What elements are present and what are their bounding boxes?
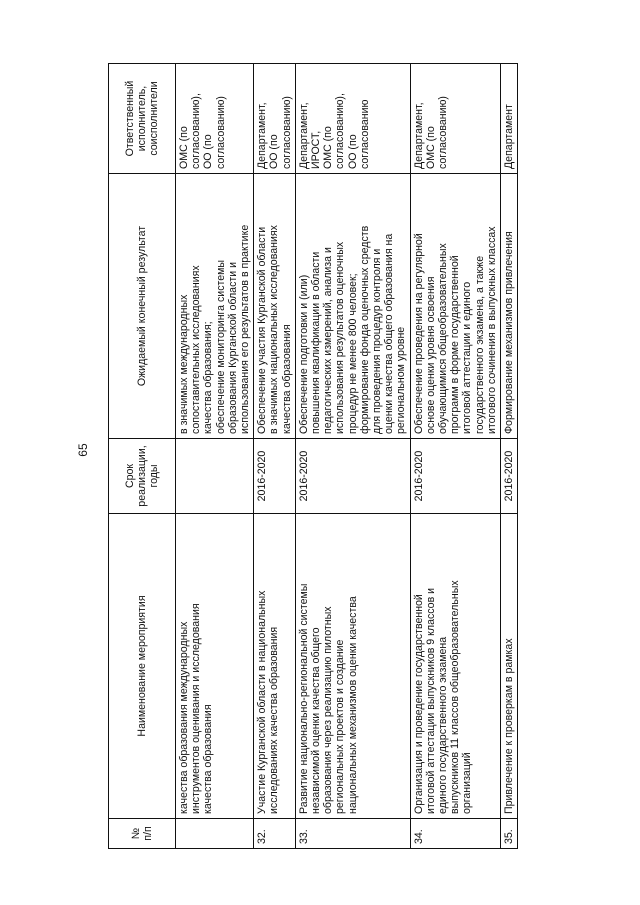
activity-name: Организация и проведение государственной итоговой аттестации выпускников 9 классов и единого государственного экзамена выпускников 11 классов общеобразовательных организаций xyxy=(410,514,500,819)
header-term: Срок реализации, годы xyxy=(109,439,176,514)
header-responsible: Ответственный исполнитель, соисполнители xyxy=(109,64,176,174)
expected-result: в значимых международных сопоставительных исследованиях качества образования; обеспечение мониторинга системы образования Курганской области и использования его результатов в практике xyxy=(176,174,254,439)
table-row xyxy=(295,64,410,849)
header-num: № п/п xyxy=(109,819,176,849)
expected-result: Обеспечение участия Курганской области в значимых национальных исследованиях качества образования xyxy=(254,174,296,439)
header-name: Наименование мероприятия xyxy=(109,514,176,819)
row-number xyxy=(176,819,254,849)
page-number: 65 xyxy=(76,443,90,457)
implementation-period: 2016-2020 xyxy=(410,439,500,514)
rotated-page-content xyxy=(108,64,584,849)
activity-name: Привлечение к проверкам в рамках xyxy=(501,514,518,819)
responsible-executor: Департамент, ОМС (по согласованию) xyxy=(410,64,500,174)
responsible-executor: ОМС (по согласованию), ОО (по согласованию) xyxy=(176,64,254,174)
responsible-executor: Департамент, ОО (по согласованию) xyxy=(254,64,296,174)
table-row xyxy=(254,64,296,849)
expected-result: Формирование механизмов привлечения xyxy=(501,174,518,439)
row-number: 32. xyxy=(254,819,296,849)
responsible-executor: Департамент, ИРОСТ, ОМС (по согласованию), ОО (по согласованию xyxy=(295,64,410,174)
table-row xyxy=(410,64,500,849)
responsible-executor: Департамент xyxy=(501,64,518,174)
implementation-period: 2016-2020 xyxy=(295,439,410,514)
implementation-period: 2016-2020 xyxy=(501,439,518,514)
implementation-period xyxy=(176,439,254,514)
activity-name: Развитие национально-региональной системы независимой оценки качества общего образования через реализацию пилотных региональных проектов и создание национальных механизмов оценки качества xyxy=(295,514,410,819)
table-row xyxy=(501,64,518,849)
table-row xyxy=(176,64,254,849)
expected-result: Обеспечение проведения на регулярной основе оценки уровня освоения обучающимися общеобразовательных программ в форме государственной итоговой аттестации и единого государственного экзамена, а также итогового сочинения в выпускных классах xyxy=(410,174,500,439)
row-number: 33. xyxy=(295,819,410,849)
implementation-period: 2016-2020 xyxy=(254,439,296,514)
header-result: Ожидаемый конечный результат xyxy=(109,174,176,439)
activity-name: Участие Курганской области в национальных исследованиях качества образования xyxy=(254,514,296,819)
row-number: 34. xyxy=(410,819,500,849)
activities-table xyxy=(108,63,518,849)
activity-name: качества образования международных инструментов оценивания и исследования качества образования xyxy=(176,514,254,819)
table-header-row xyxy=(109,64,176,849)
row-number: 35. xyxy=(501,819,518,849)
expected-result: Обеспечение подготовки и (или) повышения квалификации в области педагогических измерений, анализа и использования результатов оценочных процедур не менее 800 человек; формирование фонда оценочных средств для проведения процедур контроля и оценки качества общего образования на региональном уровне xyxy=(295,174,410,439)
